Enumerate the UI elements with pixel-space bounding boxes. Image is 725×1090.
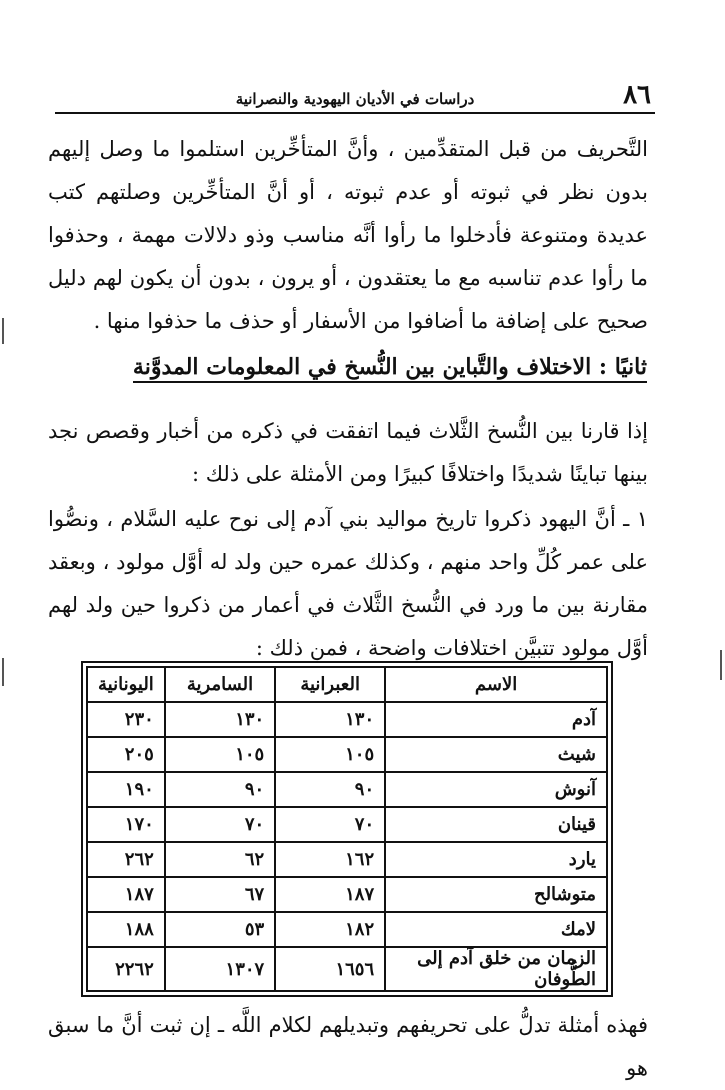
cell-samaritan: ٥٣ (165, 912, 275, 947)
cell-hebrew: ٧٠ (275, 807, 385, 842)
cell-hebrew: ١٨٢ (275, 912, 385, 947)
cell-name: شيث (385, 737, 607, 772)
cell-greek: ٢٣٠ (87, 702, 165, 737)
cell-name: لامك (385, 912, 607, 947)
cell-name: قينان (385, 807, 607, 842)
paragraph-3-text: ١ ـ أنَّ اليهود ذكروا تاريخ مواليد بني آدم إلى نوح عليه السَّلام ، ونصُّوا على عمر كُلِّ واحد منهم ، وكذلك عمره حين ولد له أوَّل مولود ، وبعقد مقارنة بين ما ورد في النُّسخ الثَّلاث في أعمار من ذكروا حين ولد لهم أوَّل مولود تتبيَّن اختلافات واضحة ، فمن ذلك : (48, 507, 648, 660)
column-header-name: الاسم (385, 667, 607, 702)
table-header-row (87, 667, 607, 702)
paragraph-2 (48, 410, 648, 496)
table-row (87, 807, 607, 842)
cell-name: يارد (385, 842, 607, 877)
cell-samaritan: ١٣٠٧ (165, 947, 275, 991)
cell-greek: ٢٢٦٢ (87, 947, 165, 991)
cell-greek: ١٨٧ (87, 877, 165, 912)
cell-hebrew: ١٦٢ (275, 842, 385, 877)
page-header (55, 80, 655, 114)
cell-greek: ١٧٠ (87, 807, 165, 842)
column-header-samaritan: السامرية (165, 667, 275, 702)
scan-margin-mark (2, 658, 4, 686)
cell-greek: ٢٦٢ (87, 842, 165, 877)
paragraph-4-text: فهذه أمثلة تدلُّ على تحريفهم وتبديلهم لكلام اللَّه ـ إن ثبت أنَّ ما سبق هو (48, 1013, 648, 1080)
scan-margin-mark (2, 318, 4, 344)
cell-hebrew: ٩٠ (275, 772, 385, 807)
table-row (87, 912, 607, 947)
table-row (87, 772, 607, 807)
cell-name: الزمان من خلق آدم إلى الطُّوفان (385, 947, 607, 991)
cell-greek: ١٩٠ (87, 772, 165, 807)
paragraph-4 (48, 1004, 648, 1090)
column-header-greek: اليونانية (87, 667, 165, 702)
running-title: دراسات في الأديان اليهودية والنصرانية (235, 90, 475, 108)
cell-name: متوشالح (385, 877, 607, 912)
table-row (87, 737, 607, 772)
section-subheading: ثانيًا : الاختلاف والتَّباين بين النُّسخ في المعلومات المدوَّنة (133, 354, 647, 383)
paragraph-2-text: إذا قارنا بين النُّسخ الثَّلاث فيما اتفقت في ذكره من أخبار وقصص نجد بينها تباينًا شديدًا واختلافًا كبيرًا ومن الأمثلة على ذلك : (48, 419, 648, 486)
cell-hebrew: ١٣٠ (275, 702, 385, 737)
paragraph-3 (48, 498, 648, 670)
cell-name: آدم (385, 702, 607, 737)
cell-samaritan: ١٣٠ (165, 702, 275, 737)
cell-samaritan: ١٠٥ (165, 737, 275, 772)
cell-hebrew: ١٨٧ (275, 877, 385, 912)
cell-greek: ٢٠٥ (87, 737, 165, 772)
cell-samaritan: ٩٠ (165, 772, 275, 807)
paragraph-1-text: التَّحريف من قبل المتقدِّمين ، وأنَّ المتأخِّرين استلموا ما وصل إليهم بدون نظر في ثبوته أو عدم ثبوته ، أو أنَّ المتأخِّرين وصلتهم كتب عديدة ومتنوعة فأدخلوا ما رأوا أنَّه مناسب وذو دلالات مهمة ، وحذفوا ما رأوا عدم تناسبه مع ما يعتقدون ، أو يرون ، بدون أن يكون لهم دليل صحيح على إضافة ما أضافوا من الأسفار أو حذف ما حذفوا منها . (48, 137, 648, 333)
cell-greek: ١٨٨ (87, 912, 165, 947)
table-row (87, 702, 607, 737)
cell-samaritan: ٧٠ (165, 807, 275, 842)
cell-samaritan: ٦٧ (165, 877, 275, 912)
table-row (87, 877, 607, 912)
scan-margin-mark (720, 650, 722, 680)
page-number: ٨٦ (623, 80, 651, 110)
table-row (87, 842, 607, 877)
column-header-hebrew: العبرانية (275, 667, 385, 702)
table-row-total (87, 947, 607, 991)
cell-samaritan: ٦٢ (165, 842, 275, 877)
cell-hebrew: ١٠٥ (275, 737, 385, 772)
cell-name: آنوش (385, 772, 607, 807)
paragraph-1 (48, 128, 648, 343)
cell-hebrew: ١٦٥٦ (275, 947, 385, 991)
ages-comparison-table (86, 666, 608, 992)
